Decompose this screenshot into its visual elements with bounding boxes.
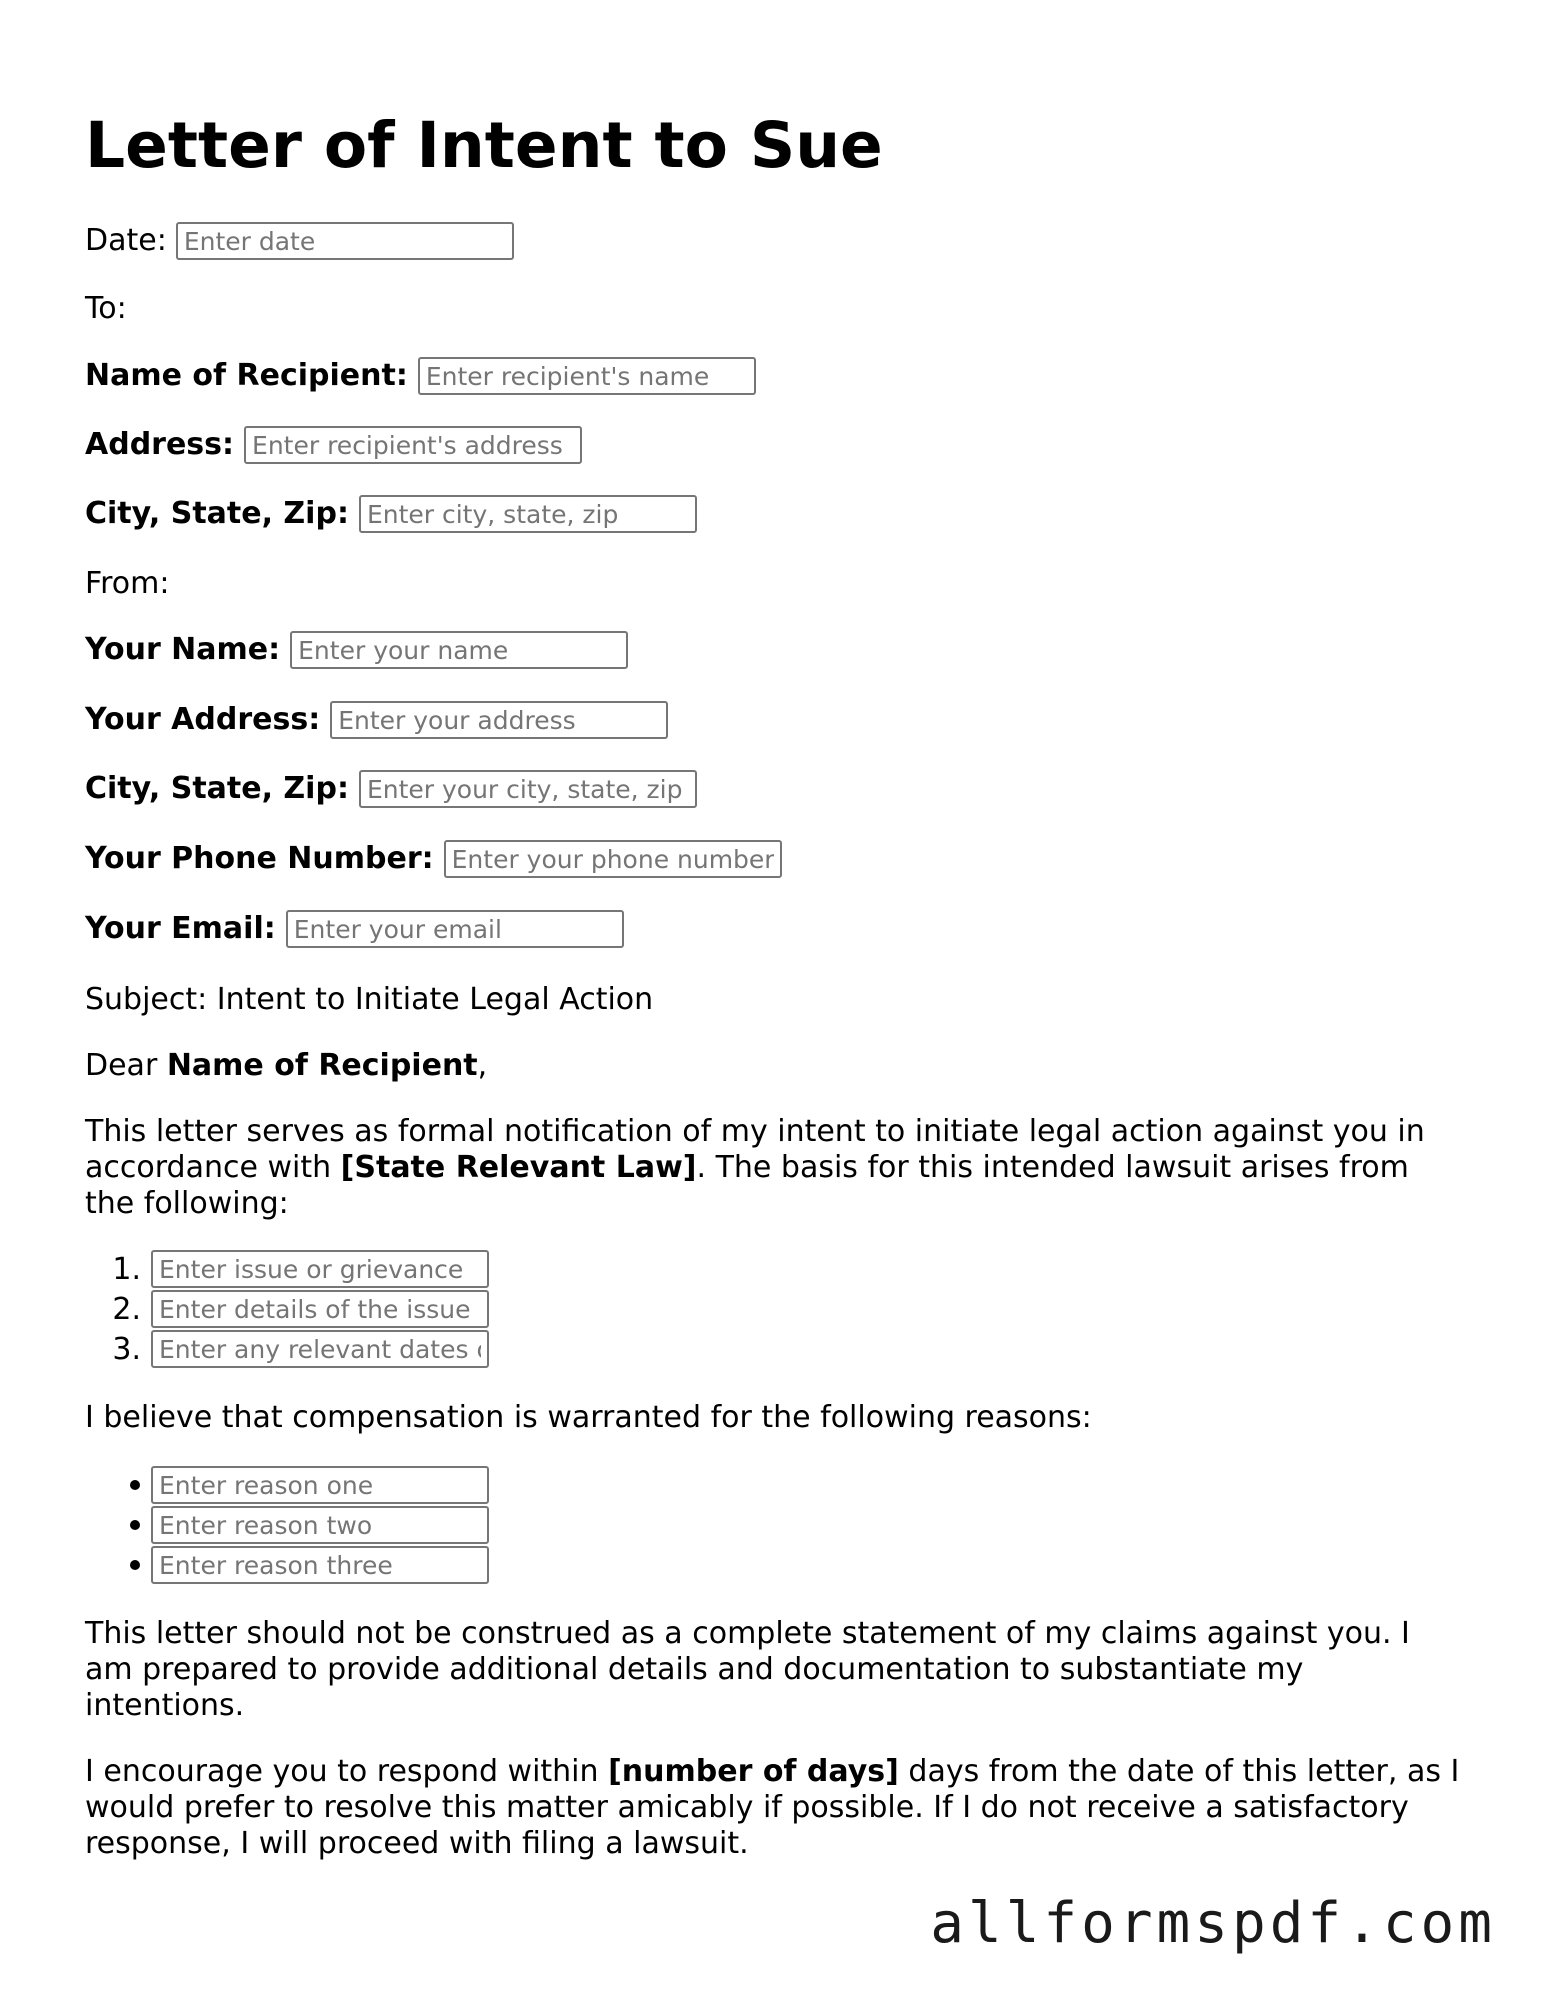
- sender-email-input[interactable]: [286, 910, 624, 948]
- intro-law: [State Relevant Law]: [340, 1150, 697, 1185]
- issue-marker: 3.: [112, 1331, 141, 1367]
- sender-city-row: [85, 770, 697, 808]
- sender-phone-input[interactable]: [444, 840, 782, 878]
- greeting: [85, 1048, 1465, 1084]
- issue-item: [85, 1250, 489, 1288]
- sender-email-row: [85, 910, 624, 948]
- reason-item: [85, 1506, 489, 1544]
- sender-address-input[interactable]: [330, 701, 668, 739]
- recipient-city-row: [85, 495, 697, 533]
- intro-part1: This letter serves as formal notification of my intent to initiate legal action against you in accordance with: [85, 1114, 1425, 1185]
- reason-input-1[interactable]: [151, 1466, 489, 1504]
- sender-email-label: Your Email:: [85, 911, 276, 946]
- recipient-city-label: City, State, Zip:: [85, 496, 349, 531]
- to-row: [85, 291, 127, 327]
- recipient-name-label: Name of Recipient:: [85, 358, 408, 393]
- sender-city-input[interactable]: [359, 770, 697, 808]
- sender-city-label: City, State, Zip:: [85, 771, 349, 806]
- sender-name-row: [85, 631, 628, 669]
- reason-item: [85, 1466, 489, 1504]
- from-label: From:: [85, 566, 170, 601]
- recipient-address-input[interactable]: [244, 426, 582, 464]
- issue-input-2[interactable]: [151, 1290, 489, 1328]
- compensation-intro: I believe that compensation is warranted for the following reasons:: [85, 1400, 1092, 1435]
- issue-marker: 2.: [112, 1291, 141, 1327]
- subject-line: Subject: Intent to Initiate Legal Action: [85, 982, 654, 1017]
- page-title: Letter of Intent to Sue: [85, 109, 883, 182]
- watermark-logo: allformspdf.com: [930, 1891, 1496, 1956]
- from-row: [85, 566, 169, 602]
- recipient-address-row: [85, 426, 582, 464]
- sender-phone-row: [85, 840, 782, 878]
- sender-name-input[interactable]: [290, 631, 628, 669]
- greeting-suffix: ,: [477, 1048, 488, 1083]
- response-paragraph: [85, 1754, 1465, 1862]
- recipient-address-label: Address:: [85, 427, 235, 462]
- issue-marker: 1.: [112, 1251, 141, 1287]
- recipient-city-input[interactable]: [359, 495, 697, 533]
- greeting-prefix: Dear: [85, 1048, 167, 1083]
- reason-input-2[interactable]: [151, 1506, 489, 1544]
- issue-input-3[interactable]: [151, 1330, 489, 1368]
- reason-input-3[interactable]: [151, 1546, 489, 1584]
- recipient-name-row: [85, 357, 756, 395]
- to-label: To:: [85, 291, 127, 326]
- sender-address-row: [85, 701, 668, 739]
- recipient-name-input[interactable]: [418, 357, 756, 395]
- reason-item: [85, 1546, 489, 1584]
- date-label: Date:: [85, 223, 167, 258]
- intro-part2: . The basis for this intended lawsuit arises from the following:: [85, 1150, 1409, 1221]
- response-part1: I encourage you to respond within: [85, 1754, 609, 1789]
- disclaimer-paragraph: This letter should not be construed as a complete statement of my claims against you. I am prepared to provide additional details and documentation to substantiate my intentions.: [85, 1616, 1410, 1723]
- greeting-name: Name of Recipient: [166, 1048, 478, 1083]
- date-input[interactable]: [176, 222, 514, 260]
- issue-item: [85, 1330, 489, 1368]
- sender-address-label: Your Address:: [85, 702, 321, 737]
- response-part2: days from the date of this letter, as I would prefer to resolve this matter amicably if possible. If I do not receive a satisfactory response, I will proceed with filing a lawsuit.: [85, 1754, 1460, 1861]
- date-row: [85, 222, 514, 260]
- sender-phone-label: Your Phone Number:: [85, 841, 434, 876]
- issue-item: [85, 1290, 489, 1328]
- response-days: [number of days]: [608, 1754, 899, 1789]
- intro-paragraph: [85, 1114, 1465, 1222]
- sender-name-label: Your Name:: [85, 632, 281, 667]
- issue-input-1[interactable]: [151, 1250, 489, 1288]
